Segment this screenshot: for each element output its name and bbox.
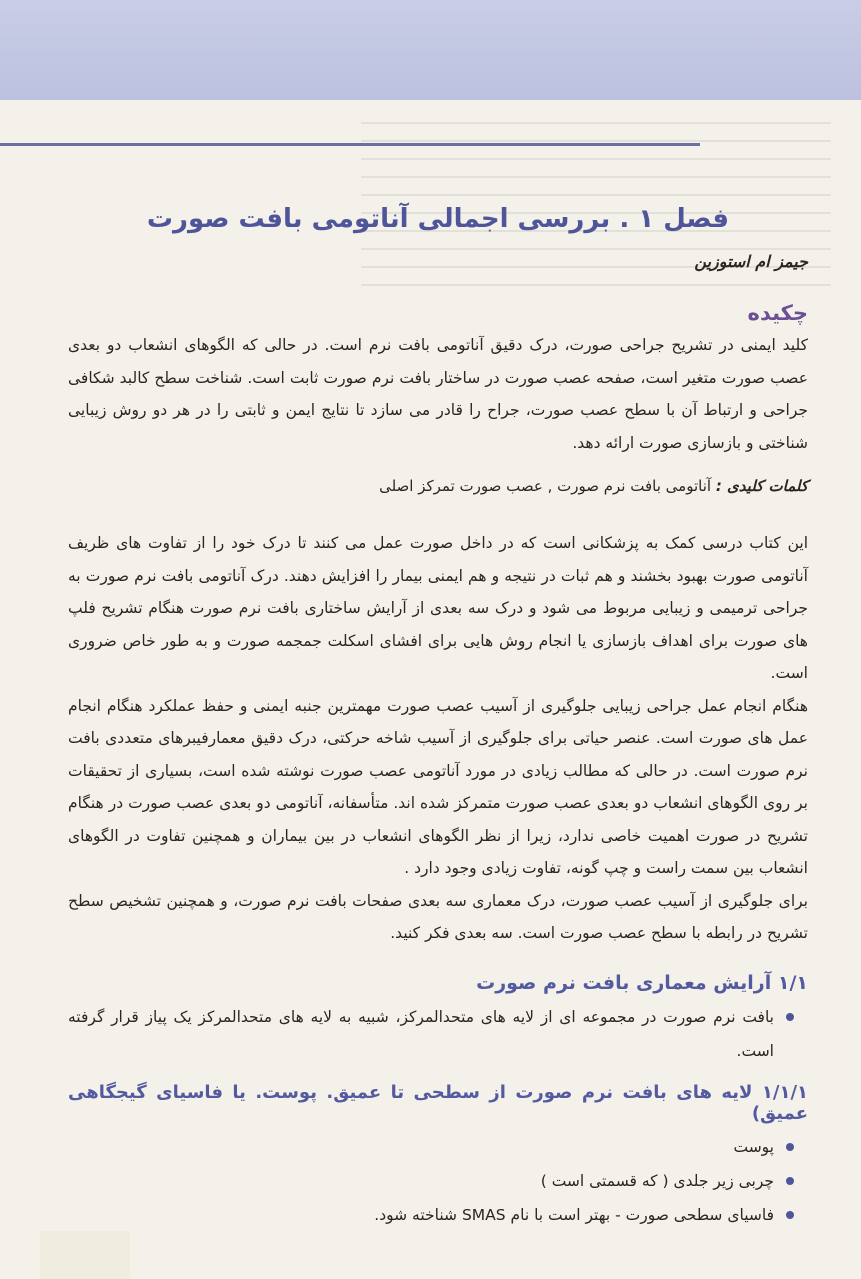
abstract-heading: چکیده [747,301,808,325]
list-item-text: فاسیای سطحی صورت - بهتر است با نام SMAS شناخته شود. [374,1205,774,1224]
section-1-1-list [68,1000,808,1068]
keywords-text: آناتومی بافت نرم صورت , عصب صورت تمرکز اصلی [379,477,712,495]
page-corner-shade [40,1231,130,1279]
section-heading-1-1: ۱/۱ آرایش معماری بافت نرم صورت [476,971,808,994]
chapter-title: فصل ۱ . بررسی اجمالی آناتومی بافت صورت [146,204,730,234]
bullet-icon [786,1211,794,1219]
body-paragraph-3: برای جلوگیری از آسیب عصب صورت، درک معماری سه بعدی صفحات بافت نرم صورت، و همچنین تشخیص سطح تشریح در رابطه با سطح عصب صورت است. سه بعدی فکر کنید. [68,891,808,942]
body-paragraph-2: هنگام انجام عمل جراحی زیبایی جلوگیری از آسیب عصب صورت مهمترین جنبه ایمنی و حفظ عملکرد هنگام انجام عمل های صورت است. عنصر حیاتی برای جلوگیری از آسیب شاخه حرکتی، درک دقیق معمارفیبرهای متعددی بافت نرم صورت است. در حالی که مطالب زیادی در مورد آناتومی عصب صورت نوشته شده است، بسیاری از تحقیقات بر روی الگوهای انشعاب دو بعدی عصب صورت متمرکز شده اند. متأسفانه، آناتومی دو بعدی عصب صورت در هنگام تشریح در صورت اهمیت خاصی ندارد، زیرا از نظر الگوهای انشعاب در بین بیماران و همچنین تفاوت در الگوهای انشعاب بین سمت راست و چپ گونه، تفاوت زیادی وجود دارد . [68,696,808,877]
body-paragraph-1: این کتاب درسی کمک به پزشکانی است که در داخل صورت عمل می کنند تا درک خود را از تفاوت های ظریف آناتومی صورت بهبود بخشند و هم ثبات در نتیجه و هم ایمنی بیمار را افزایش دهند. درک آناتومی بافت نرم صورت به جراحی ترمیمی و زیبایی مربوط می شود و درک سه بعدی از آرایش ساختاری بافت نرم صورت هنگام تشریح فلپ های صورت برای اهداف بازسازی یا انجام روش هایی برای افشای اسکلت جمجمه صورت و به طور خاص ضروری است. [68,534,808,682]
author-name: جیمز ام استوزین [694,252,808,271]
list-item [68,1164,794,1198]
book-page [68,190,808,1232]
list-item-text: پوست [733,1137,774,1156]
section-heading-1-1-1: ۱/۱/۱ لایه های بافت نرم صورت از سطحی تا عمیق. پوست. یا فاسیای گیجگاهی عمیق) [68,1081,808,1124]
list-item [68,1130,794,1164]
keywords [68,473,808,499]
section-1-1-1-list [68,1130,808,1232]
abstract-text: کلید ایمنی در تشریح جراحی صورت، درک دقیق آناتومی بافت نرم است. در حالی که الگوهای انشعاب دو بعدی عصب صورت متغیر است، صفحه عصب صورت در ساختار بافت نرم صورت ثابت است. شناخت سطح کالبد شکافی جراحی و ارتباط آن با سطح عصب صورت، جراح را قادر می سازد تا نتایج ایمن و ثابتی را در هر دو روش زیبایی شناختی و بازسازی صورت ارائه دهد. [68,336,808,452]
list-item-text: چربی زیر جلدی ( که قسمتی است ) [540,1171,774,1190]
keywords-label: کلمات کلیدی : [715,477,808,495]
list-item [68,1198,794,1232]
bullet-icon [786,1177,794,1185]
bullet-icon [786,1013,794,1021]
page-top-band [0,0,861,100]
list-item [68,1000,794,1068]
list-item-text: بافت نرم صورت در مجموعه ای از لایه های متحدالمرکز، شبیه به لایه های متحدالمرکز یک پیاز قرار گرفته است. [68,1007,774,1060]
header-rule [0,143,700,146]
bullet-icon [786,1143,794,1151]
